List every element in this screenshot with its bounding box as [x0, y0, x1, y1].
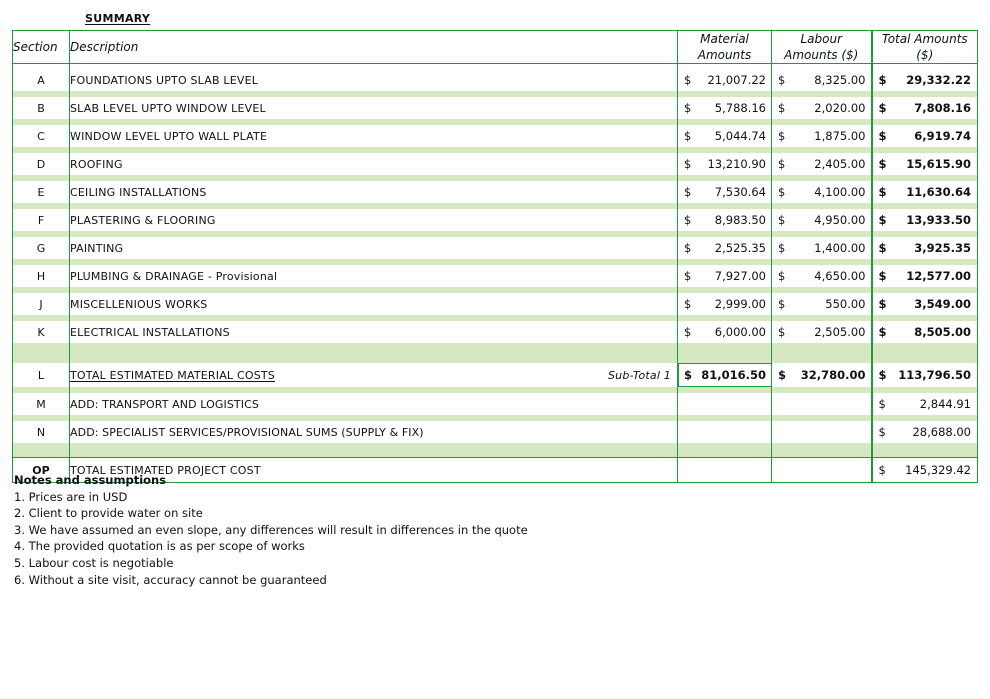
item-description: ELECTRICAL INSTALLATIONS	[70, 321, 678, 343]
header-row	[13, 31, 978, 64]
table-row	[13, 209, 978, 231]
material-cell	[678, 458, 772, 483]
currency-symbol: $	[778, 297, 786, 311]
material-cell	[678, 69, 772, 91]
labour-cell-value: 2,020.00	[814, 101, 866, 115]
labour-cell	[772, 181, 872, 203]
total-cell-value: 12,577.00	[906, 269, 971, 283]
table-row	[13, 125, 978, 147]
note-item: 4. The provided quotation is as per scope of works	[14, 539, 305, 554]
header-labour	[772, 31, 872, 64]
total-cell	[872, 125, 978, 147]
subtotal-total	[872, 363, 978, 387]
labour-cell	[772, 265, 872, 287]
spacer-cell	[772, 349, 872, 363]
header-total-label: Total Amounts ($)	[881, 32, 968, 62]
material-cell	[678, 321, 772, 343]
currency-symbol: $	[778, 101, 786, 115]
labour-cell-value: 2,405.00	[814, 157, 866, 171]
item-description: PAINTING	[70, 237, 678, 259]
subtotal-material-value: 81,016.50	[701, 368, 766, 382]
currency-symbol: $	[878, 397, 886, 411]
currency-symbol: $	[778, 157, 786, 171]
currency-symbol: $	[684, 241, 692, 255]
material-cell-value: 7,530.64	[714, 185, 766, 199]
header-description: Description	[70, 31, 678, 64]
currency-symbol: $	[778, 325, 786, 339]
material-cell-amount	[678, 185, 771, 199]
table-row	[13, 293, 978, 315]
subtotal-material	[678, 363, 772, 387]
spacer-cell	[678, 349, 772, 363]
section-code: B	[13, 97, 70, 119]
total-cell-value: 13,933.50	[906, 213, 971, 227]
material-cell	[678, 125, 772, 147]
labour-cell	[772, 421, 872, 443]
material-cell	[678, 153, 772, 175]
material-cell	[678, 421, 772, 443]
summary-title: SUMMARY	[85, 12, 151, 25]
spacer-cell	[70, 443, 678, 458]
currency-symbol: $	[684, 73, 692, 87]
labour-cell-amount	[772, 213, 871, 227]
currency-symbol: $	[878, 269, 887, 283]
subtotal-labour-amount	[772, 368, 871, 382]
note-item: 3. We have assumed an even slope, any differences will result in differences in the quote	[14, 522, 528, 537]
item-description: PLASTERING & FLOORING	[70, 209, 678, 231]
currency-symbol: $	[878, 297, 887, 311]
table-row	[13, 265, 978, 287]
notes-heading: Notes and assumptions	[14, 473, 167, 487]
extra-total-amount	[873, 397, 978, 411]
table-row	[13, 97, 978, 119]
material-cell-value: 7,927.00	[714, 269, 766, 283]
header-labour-label: Labour Amounts ($)	[784, 32, 859, 62]
labour-cell	[772, 293, 872, 315]
labour-cell	[772, 393, 872, 415]
cost-summary-table	[12, 30, 978, 483]
header-material-label: Material Amounts	[697, 32, 752, 62]
currency-symbol: $	[878, 157, 887, 171]
material-cell	[678, 265, 772, 287]
total-cell-value: 29,332.22	[906, 73, 971, 87]
material-cell-amount	[678, 297, 771, 311]
total-cell	[872, 97, 978, 119]
extra-total	[872, 421, 978, 443]
labour-cell	[772, 209, 872, 231]
section-code: K	[13, 321, 70, 343]
extra-total-value: 2,844.91	[919, 397, 971, 411]
item-description: SLAB LEVEL UPTO WINDOW LEVEL	[70, 97, 678, 119]
total-cell-amount	[873, 129, 978, 143]
extra-total	[872, 393, 978, 415]
item-description: WINDOW LEVEL UPTO WALL PLATE	[70, 125, 678, 147]
labour-cell-value: 4,950.00	[814, 213, 866, 227]
labour-cell	[772, 153, 872, 175]
material-cell-amount	[678, 213, 771, 227]
extra-row	[13, 393, 978, 415]
labour-cell-amount	[772, 269, 871, 283]
labour-cell-value: 550.00	[825, 297, 866, 311]
spacer-cell	[13, 349, 70, 363]
currency-symbol: $	[684, 157, 692, 171]
header-section: Section	[13, 31, 70, 64]
currency-symbol: $	[778, 269, 786, 283]
grand-total-value: 145,329.42	[905, 463, 971, 477]
material-cell-value: 5,044.74	[714, 129, 766, 143]
extra-description: ADD: TRANSPORT AND LOGISTICS	[70, 393, 678, 415]
material-cell	[678, 209, 772, 231]
table-body	[13, 64, 978, 483]
table-row	[13, 181, 978, 203]
subtotal-description	[70, 363, 678, 387]
item-description: PLUMBING & DRAINAGE - Provisional	[70, 265, 678, 287]
item-description: MISCELLENIOUS WORKS	[70, 293, 678, 315]
subtotal-labour-value: 32,780.00	[800, 368, 866, 382]
section-code: J	[13, 293, 70, 315]
labour-cell-value: 1,400.00	[814, 241, 866, 255]
total-cell-value: 3,925.35	[914, 241, 971, 255]
grand-total-amount	[873, 463, 978, 477]
labour-cell	[772, 125, 872, 147]
material-cell-amount	[678, 269, 771, 283]
spacer-cell	[872, 349, 978, 363]
spacer-cell	[678, 443, 772, 458]
total-cell-amount	[873, 213, 978, 227]
spacer-cell	[70, 349, 678, 363]
material-cell-amount	[678, 157, 771, 171]
subtotal-material-amount	[678, 368, 771, 382]
total-cell-value: 7,808.16	[914, 101, 971, 115]
currency-symbol: $	[684, 129, 692, 143]
item-description: FOUNDATIONS UPTO SLAB LEVEL	[70, 69, 678, 91]
material-cell-amount	[678, 101, 771, 115]
material-cell	[678, 181, 772, 203]
section-code: C	[13, 125, 70, 147]
labour-cell-value: 1,875.00	[814, 129, 866, 143]
table-row	[13, 153, 978, 175]
note-item: 1. Prices are in USD	[14, 489, 128, 504]
material-cell	[678, 293, 772, 315]
currency-symbol: $	[878, 325, 887, 339]
subtotal-total-value: 113,796.50	[898, 368, 971, 382]
subtotal-row	[13, 363, 978, 387]
total-cell	[872, 321, 978, 343]
table-row	[13, 237, 978, 259]
labour-cell-value: 8,325.00	[814, 73, 866, 87]
note-item: 5. Labour cost is negotiable	[14, 555, 174, 570]
labour-cell-amount	[772, 101, 871, 115]
spacer-row	[13, 349, 978, 363]
labour-cell	[772, 69, 872, 91]
table-row	[13, 69, 978, 91]
currency-symbol: $	[878, 101, 887, 115]
material-cell-value: 2,999.00	[714, 297, 766, 311]
total-cell	[872, 69, 978, 91]
material-cell	[678, 97, 772, 119]
item-description: ROOFING	[70, 153, 678, 175]
spacer-cell	[772, 443, 872, 458]
spacer-cell	[13, 443, 70, 458]
total-cell-value: 6,919.74	[914, 129, 971, 143]
currency-symbol: $	[878, 241, 887, 255]
labour-cell-amount	[772, 129, 871, 143]
total-cell	[872, 293, 978, 315]
spacer-cell	[872, 443, 978, 458]
labour-cell-value: 4,100.00	[814, 185, 866, 199]
currency-symbol: $	[684, 368, 693, 382]
subtotal-total-amount	[873, 368, 978, 382]
currency-symbol: $	[684, 269, 692, 283]
currency-symbol: $	[878, 213, 887, 227]
material-cell-value: 13,210.90	[707, 157, 766, 171]
section-code: N	[13, 421, 70, 443]
spacer-row	[13, 443, 978, 458]
extra-row	[13, 421, 978, 443]
total-cell-value: 8,505.00	[914, 325, 971, 339]
material-cell-value: 5,788.16	[714, 101, 766, 115]
total-cell	[872, 237, 978, 259]
currency-symbol: $	[778, 213, 786, 227]
extra-total-amount	[873, 425, 978, 439]
currency-symbol: $	[778, 73, 786, 87]
material-cell	[678, 393, 772, 415]
section-code: H	[13, 265, 70, 287]
extra-description: ADD: SPECIALIST SERVICES/PROVISIONAL SUMS (SUPPLY & FIX)	[70, 421, 678, 443]
labour-cell-amount	[772, 325, 871, 339]
total-cell-value: 11,630.64	[906, 185, 971, 199]
currency-symbol: $	[778, 129, 786, 143]
note-item: 6. Without a site visit, accuracy cannot be guaranteed	[14, 572, 327, 587]
currency-symbol: $	[778, 368, 787, 382]
total-cell-amount	[873, 325, 978, 339]
notes-list	[14, 489, 528, 589]
total-cell	[872, 153, 978, 175]
currency-symbol: $	[878, 425, 886, 439]
currency-symbol: $	[878, 368, 887, 382]
total-cell	[872, 209, 978, 231]
total-cell	[872, 181, 978, 203]
currency-symbol: $	[878, 463, 886, 477]
section-code: D	[13, 153, 70, 175]
total-cell-amount	[873, 73, 978, 87]
currency-symbol: $	[878, 185, 887, 199]
currency-symbol: $	[684, 101, 692, 115]
labour-cell-value: 4,650.00	[814, 269, 866, 283]
section-code: M	[13, 393, 70, 415]
labour-cell-amount	[772, 157, 871, 171]
total-cell	[872, 265, 978, 287]
labour-cell	[772, 321, 872, 343]
note-item: 2. Client to provide water on site	[14, 506, 203, 521]
labour-cell-amount	[772, 185, 871, 199]
currency-symbol: $	[684, 325, 692, 339]
total-cell-amount	[873, 269, 978, 283]
currency-symbol: $	[878, 73, 887, 87]
material-cell-amount	[678, 129, 771, 143]
total-cell-value: 15,615.90	[906, 157, 971, 171]
currency-symbol: $	[778, 185, 786, 199]
labour-cell	[772, 458, 872, 483]
total-cell-amount	[873, 185, 978, 199]
labour-cell-value: 2,505.00	[814, 325, 866, 339]
material-cell-value: 8,983.50	[714, 213, 766, 227]
labour-cell-amount	[772, 241, 871, 255]
subtotal-title: TOTAL ESTIMATED MATERIAL COSTS	[70, 368, 275, 382]
total-cell-amount	[873, 241, 978, 255]
subtotal-label: Sub-Total 1	[607, 368, 671, 382]
currency-symbol: $	[684, 297, 692, 311]
section-code: A	[13, 69, 70, 91]
labour-cell	[772, 237, 872, 259]
material-cell-value: 6,000.00	[714, 325, 766, 339]
notes-block	[14, 472, 528, 588]
labour-cell	[772, 97, 872, 119]
section-code: L	[13, 363, 70, 387]
header-material	[678, 31, 772, 64]
total-cell-amount	[873, 101, 978, 115]
material-cell-amount	[678, 241, 771, 255]
section-code: E	[13, 181, 70, 203]
total-cell-value: 3,549.00	[914, 297, 971, 311]
material-cell	[678, 237, 772, 259]
currency-symbol: $	[684, 185, 692, 199]
subtotal-labour	[772, 363, 872, 387]
material-cell-value: 2,525.35	[714, 241, 766, 255]
table-row	[13, 321, 978, 343]
section-code: F	[13, 209, 70, 231]
currency-symbol: $	[684, 213, 692, 227]
grand-total-description: TOTAL ESTIMATED PROJECT COST	[70, 458, 678, 483]
total-cell-amount	[873, 297, 978, 311]
labour-cell-amount	[772, 297, 871, 311]
labour-cell-amount	[772, 73, 871, 87]
material-cell-amount	[678, 325, 771, 339]
material-cell-value: 21,007.22	[707, 73, 766, 87]
material-cell-amount	[678, 73, 771, 87]
section-code: OP	[13, 458, 70, 483]
extra-total-value: 28,688.00	[912, 425, 971, 439]
total-cell-amount	[873, 157, 978, 171]
currency-symbol: $	[878, 129, 887, 143]
grand-total	[872, 458, 978, 483]
section-code: G	[13, 237, 70, 259]
currency-symbol: $	[778, 241, 786, 255]
item-description: CEILING INSTALLATIONS	[70, 181, 678, 203]
header-total	[872, 31, 978, 64]
